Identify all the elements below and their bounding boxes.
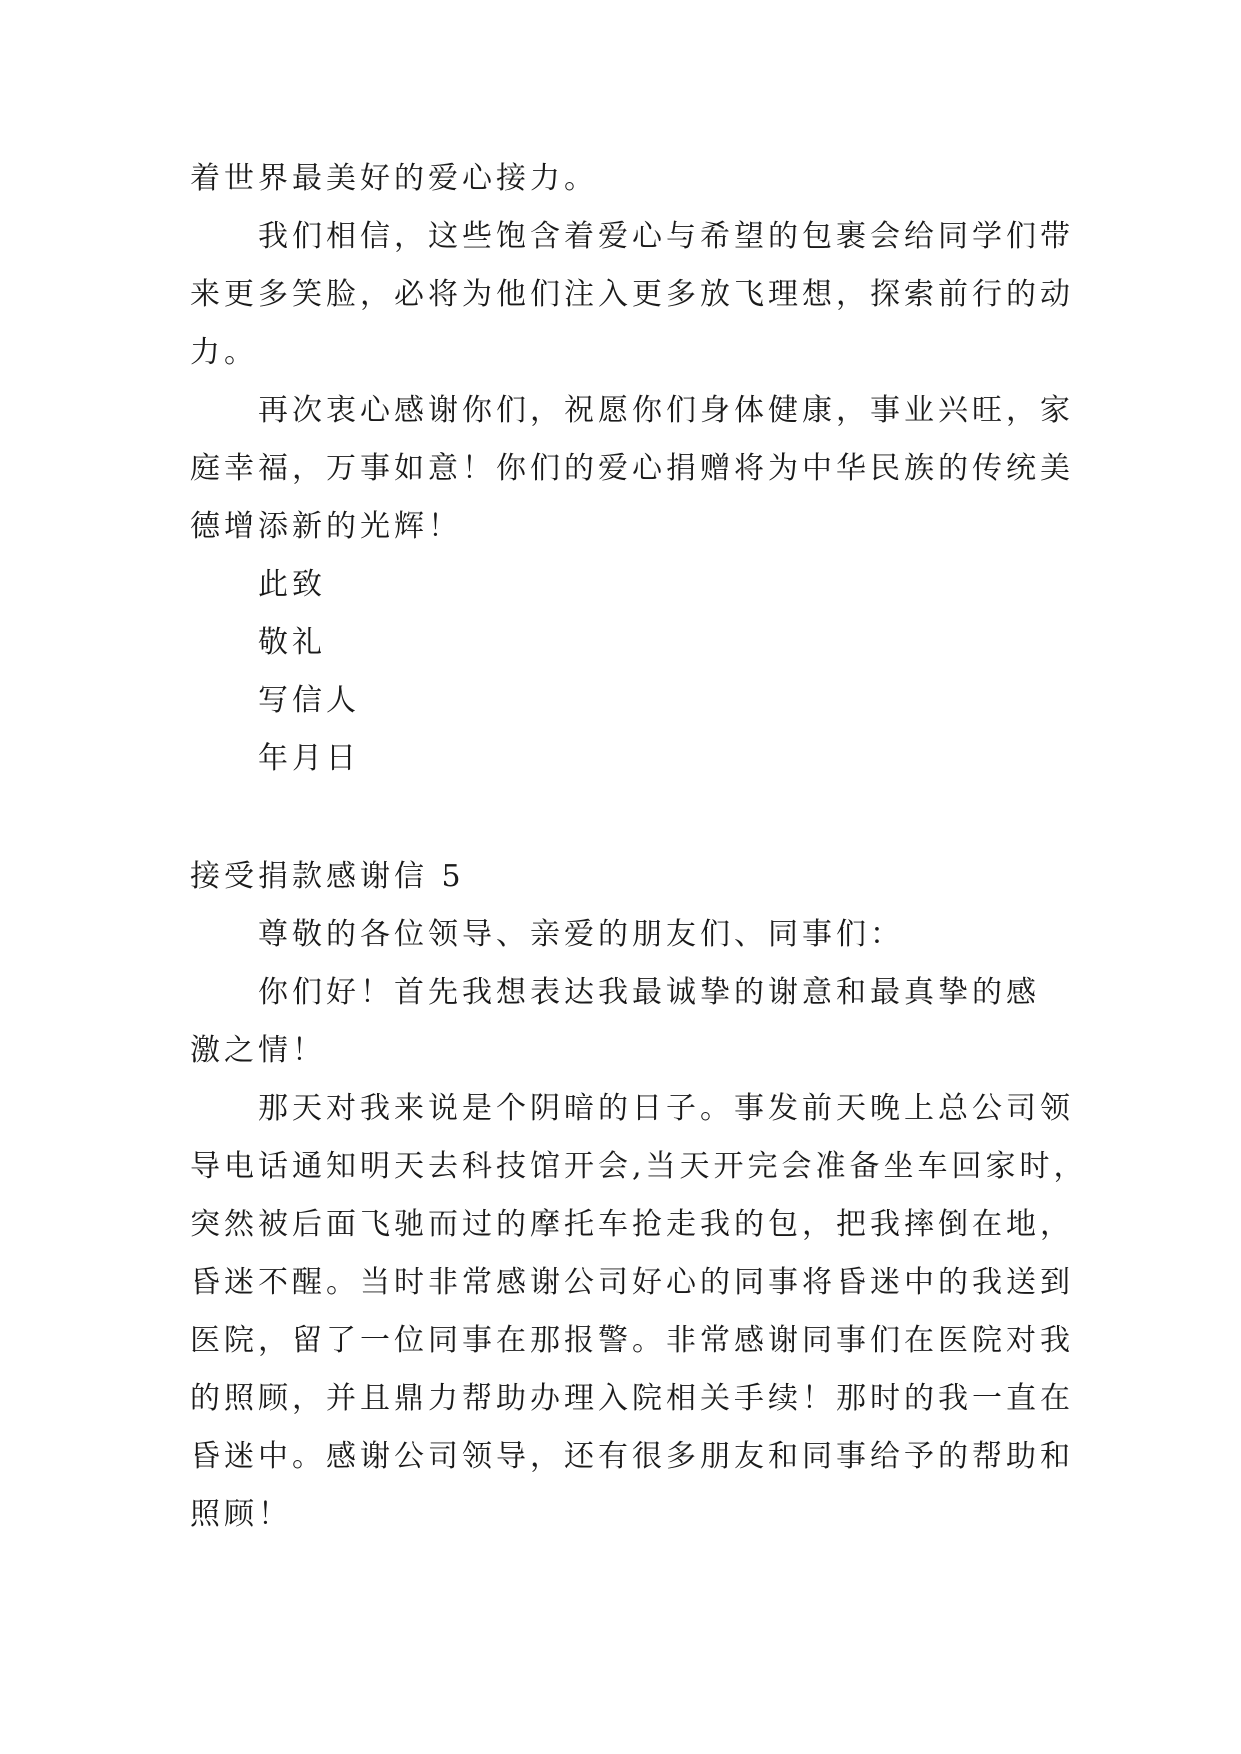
text-line: 力。 [190,335,258,370]
text-line: 激之情！ [190,1033,326,1068]
text-line: 昏迷中。感谢公司领导，还有很多朋友和同事给予的帮助和 [190,1439,1074,1474]
text-line: 导电话通知明天去科技馆开会,当天开完会准备坐车回家时， [190,1149,1088,1184]
document-page [190,150,1088,1544]
text-line: 我们相信，这些饱含着爱心与希望的包裹会给同学们带 [258,219,1074,254]
closing-salutation: 此致 [258,567,326,602]
letter-greeting: 尊敬的各位领导、亲爱的朋友们、同事们： [258,917,904,952]
text-line: 突然被后面飞驰而过的摩托车抢走我的包，把我摔倒在地， [190,1207,1074,1242]
text-line: 你们好！首先我想表达我最诚挚的谢意和最真挚的感 [258,975,1040,1010]
text-line: 那天对我来说是个阴暗的日子。事发前天晚上总公司领 [258,1091,1074,1126]
letter-writer: 写信人 [258,683,360,718]
text-line: 庭幸福，万事如意！你们的爱心捐赠将为中华民族的传统美 [190,451,1074,486]
text-line: 来更多笑脸，必将为他们注入更多放飞理想，探索前行的动 [190,277,1074,312]
text-line: 着世界最美好的爱心接力。 [190,161,598,196]
section-title: 接受捐款感谢信 5 [190,859,465,894]
text-line: 昏迷不醒。当时非常感谢公司好心的同事将昏迷中的我送到 [190,1265,1074,1300]
text-line: 的照顾，并且鼎力帮助办理入院相关手续！那时的我一直在 [190,1381,1074,1416]
section-gap [190,788,1060,848]
text-line: 德增添新的光辉！ [190,509,462,544]
closing-regards: 敬礼 [258,625,326,660]
text-line: 再次衷心感谢你们，祝愿你们身体健康，事业兴旺，家 [258,393,1074,428]
text-line: 医院，留了一位同事在那报警。非常感谢同事们在医院对我 [190,1323,1074,1358]
text-line: 照顾！ [190,1497,292,1532]
letter-date: 年月日 [258,741,360,776]
